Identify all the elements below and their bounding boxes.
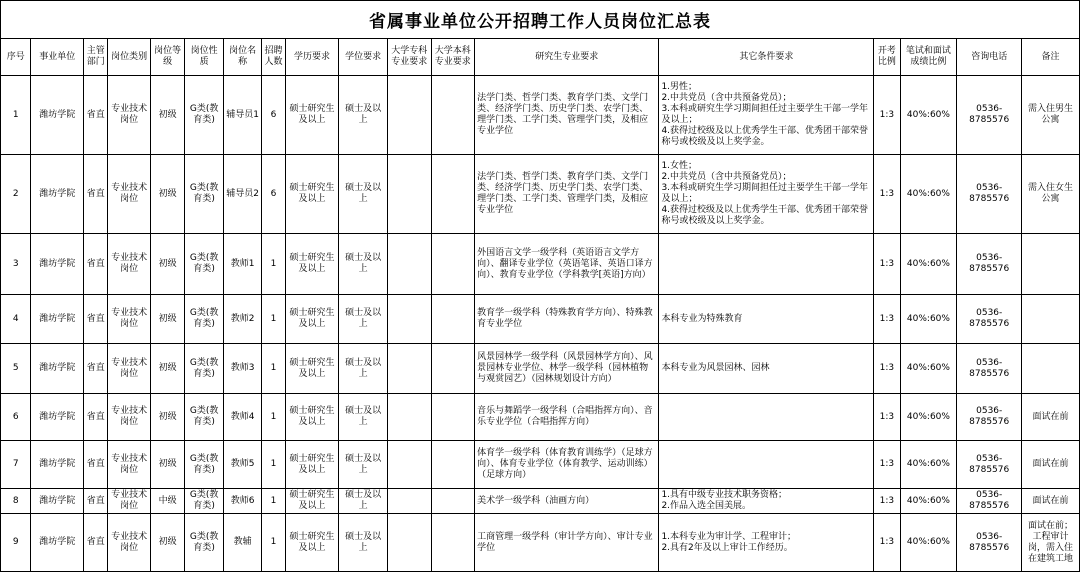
cell-nature: G类(教育类) [185, 234, 223, 295]
cell-score: 40%:60% [900, 295, 957, 344]
cell-degree: 硕士及以上 [339, 489, 388, 514]
cell-score: 40%:60% [900, 514, 957, 572]
cell-dept: 省直 [84, 514, 108, 572]
cell-undergrad [431, 76, 475, 155]
cell-note [1022, 344, 1080, 394]
cell-edu: 硕士研究生及以上 [285, 344, 339, 394]
cell-nature: G类(教育类) [185, 155, 223, 234]
cell-phone: 0536-8785576 [957, 234, 1022, 295]
cell-name: 教师5 [223, 441, 261, 489]
cell-degree: 硕士及以上 [339, 76, 388, 155]
cell-edu: 硕士研究生及以上 [285, 76, 339, 155]
cell-score: 40%:60% [900, 394, 957, 441]
cell-level: 初级 [150, 441, 184, 489]
cell-edu: 硕士研究生及以上 [285, 489, 339, 514]
cell-name: 辅导员1 [223, 76, 261, 155]
column-header: 学历要求 [285, 39, 339, 76]
cell-nature: G类(教育类) [185, 489, 223, 514]
cell-name: 教师3 [223, 344, 261, 394]
cell-undergrad [431, 155, 475, 234]
cell-name: 教师2 [223, 295, 261, 344]
cell-no: 5 [1, 344, 31, 394]
column-header: 岗位性质 [185, 39, 223, 76]
cell-category: 专业技术岗位 [108, 234, 151, 295]
cell-other: 本科专业为风景园林、园林 [659, 344, 874, 394]
cell-other [659, 234, 874, 295]
cell-phone: 0536-8785576 [957, 155, 1022, 234]
cell-junior [387, 76, 431, 155]
column-header: 岗位等级 [150, 39, 184, 76]
column-header: 研究生专业要求 [475, 39, 659, 76]
table-row [1, 295, 1080, 344]
cell-count: 1 [262, 489, 285, 514]
cell-ratio: 1:3 [874, 514, 900, 572]
cell-no: 7 [1, 441, 31, 489]
cell-note: 面试在前 [1022, 489, 1080, 514]
cell-undergrad [431, 234, 475, 295]
cell-edu: 硕士研究生及以上 [285, 295, 339, 344]
cell-phone: 0536-8785576 [957, 394, 1022, 441]
cell-nature: G类(教育类) [185, 76, 223, 155]
cell-level: 初级 [150, 295, 184, 344]
cell-junior [387, 295, 431, 344]
column-header: 笔试和面试成绩比例 [900, 39, 957, 76]
cell-score: 40%:60% [900, 76, 957, 155]
cell-edu: 硕士研究生及以上 [285, 155, 339, 234]
cell-grad: 美术学一级学科（油画方向） [475, 489, 659, 514]
cell-phone: 0536-8785576 [957, 514, 1022, 572]
cell-nature: G类(教育类) [185, 344, 223, 394]
cell-junior [387, 344, 431, 394]
cell-dept: 省直 [84, 489, 108, 514]
cell-name: 辅导员2 [223, 155, 261, 234]
cell-phone: 0536-8785576 [957, 76, 1022, 155]
column-header: 备注 [1022, 39, 1080, 76]
cell-count: 1 [262, 394, 285, 441]
table-row [1, 76, 1080, 155]
column-header: 其它条件要求 [659, 39, 874, 76]
cell-no: 3 [1, 234, 31, 295]
cell-level: 初级 [150, 234, 184, 295]
cell-dept: 省直 [84, 344, 108, 394]
cell-note: 面试在前 [1022, 394, 1080, 441]
cell-score: 40%:60% [900, 441, 957, 489]
cell-dept: 省直 [84, 76, 108, 155]
cell-ratio: 1:3 [874, 76, 900, 155]
table-row [1, 344, 1080, 394]
cell-category: 专业技术岗位 [108, 394, 151, 441]
cell-ratio: 1:3 [874, 155, 900, 234]
cell-ratio: 1:3 [874, 489, 900, 514]
cell-grad: 风景园林学一级学科（风景园林学方向）、风景园林专业学位、林学一级学科（园林植物与观赏园艺）（园林规划设计方向） [475, 344, 659, 394]
cell-score: 40%:60% [900, 155, 957, 234]
cell-unit: 潍坊学院 [31, 394, 84, 441]
cell-dept: 省直 [84, 394, 108, 441]
cell-name: 教辅 [223, 514, 261, 572]
cell-name: 教师1 [223, 234, 261, 295]
cell-nature: G类(教育类) [185, 295, 223, 344]
cell-phone: 0536-8785576 [957, 441, 1022, 489]
cell-no: 9 [1, 514, 31, 572]
table-row [1, 234, 1080, 295]
table-body [1, 76, 1080, 572]
cell-ratio: 1:3 [874, 234, 900, 295]
table-row [1, 441, 1080, 489]
table-row [1, 394, 1080, 441]
cell-note: 面试在前 [1022, 441, 1080, 489]
cell-junior [387, 489, 431, 514]
cell-dept: 省直 [84, 295, 108, 344]
cell-score: 40%:60% [900, 344, 957, 394]
column-header: 事业单位 [31, 39, 84, 76]
cell-edu: 硕士研究生及以上 [285, 234, 339, 295]
cell-ratio: 1:3 [874, 344, 900, 394]
cell-undergrad [431, 489, 475, 514]
cell-degree: 硕士及以上 [339, 344, 388, 394]
cell-name: 教师4 [223, 394, 261, 441]
cell-ratio: 1:3 [874, 295, 900, 344]
cell-edu: 硕士研究生及以上 [285, 514, 339, 572]
column-header: 开考比例 [874, 39, 900, 76]
column-header: 大学本科专业要求 [431, 39, 475, 76]
cell-category: 专业技术岗位 [108, 514, 151, 572]
cell-no: 2 [1, 155, 31, 234]
column-header: 岗位名称 [223, 39, 261, 76]
cell-undergrad [431, 394, 475, 441]
cell-unit: 潍坊学院 [31, 234, 84, 295]
cell-unit: 潍坊学院 [31, 344, 84, 394]
cell-count: 1 [262, 295, 285, 344]
cell-grad: 外国语言文学一级学科（英语语言文学方向）、翻译专业学位（英语笔译、英语口译方向）、教育专业学位（学科教学[英语]方向） [475, 234, 659, 295]
cell-grad: 法学门类、哲学门类、教育学门类、文学门类、经济学门类、历史学门类、农学门类、理学门类、工学门类、管理学门类，及相应专业学位 [475, 155, 659, 234]
cell-grad: 体育学一级学科（体育教育训练学）（足球方向）、体育专业学位（体育教学、运动训练）（足球方向） [475, 441, 659, 489]
cell-other [659, 394, 874, 441]
cell-grad: 法学门类、哲学门类、教育学门类、文学门类、经济学门类、历史学门类、农学门类、理学门类、工学门类、管理学门类，及相应专业学位 [475, 76, 659, 155]
cell-unit: 潍坊学院 [31, 295, 84, 344]
cell-dept: 省直 [84, 155, 108, 234]
cell-junior [387, 234, 431, 295]
column-header: 咨询电话 [957, 39, 1022, 76]
column-header: 大学专科专业要求 [387, 39, 431, 76]
cell-category: 专业技术岗位 [108, 155, 151, 234]
cell-degree: 硕士及以上 [339, 394, 388, 441]
cell-phone: 0536-8785576 [957, 295, 1022, 344]
cell-degree: 硕士及以上 [339, 295, 388, 344]
cell-junior [387, 155, 431, 234]
table-row [1, 489, 1080, 514]
cell-no: 8 [1, 489, 31, 514]
cell-other: 1.女性； 2.中共党员（含中共预备党员）； 3.本科或研究生学习期间担任过主要学生干部一学年及以上； 4.获得过校级及以上优秀学生干部、优秀团干部荣誉称号或校级及以上奖学金。 [659, 155, 874, 234]
cell-other: 1.本科专业为审计学、工程审计； 2.具有2年及以上审计工作经历。 [659, 514, 874, 572]
cell-note [1022, 234, 1080, 295]
cell-dept: 省直 [84, 441, 108, 489]
cell-no: 6 [1, 394, 31, 441]
table-row [1, 155, 1080, 234]
cell-category: 专业技术岗位 [108, 76, 151, 155]
cell-phone: 0536-8785576 [957, 489, 1022, 514]
cell-undergrad [431, 295, 475, 344]
cell-nature: G类(教育类) [185, 394, 223, 441]
cell-level: 初级 [150, 76, 184, 155]
cell-count: 1 [262, 344, 285, 394]
cell-degree: 硕士及以上 [339, 514, 388, 572]
cell-edu: 硕士研究生及以上 [285, 394, 339, 441]
cell-unit: 潍坊学院 [31, 489, 84, 514]
cell-note [1022, 295, 1080, 344]
cell-phone: 0536-8785576 [957, 344, 1022, 394]
cell-junior [387, 441, 431, 489]
cell-score: 40%:60% [900, 234, 957, 295]
cell-other: 1.具有中级专业技术职务资格； 2.作品入选全国美展。 [659, 489, 874, 514]
cell-category: 专业技术岗位 [108, 295, 151, 344]
cell-dept: 省直 [84, 234, 108, 295]
header-row [1, 39, 1080, 76]
table-row [1, 514, 1080, 572]
cell-other: 1.男性； 2.中共党员（含中共预备党员）； 3.本科或研究生学习期间担任过主要学生干部一学年及以上； 4.获得过校级及以上优秀学生干部、优秀团干部荣誉称号或校级及以上奖学金。 [659, 76, 874, 155]
cell-count: 1 [262, 514, 285, 572]
cell-count: 6 [262, 155, 285, 234]
cell-grad: 音乐与舞蹈学一级学科（合唱指挥方向）、音乐专业学位（合唱指挥方向） [475, 394, 659, 441]
cell-nature: G类(教育类) [185, 514, 223, 572]
cell-level: 初级 [150, 394, 184, 441]
cell-count: 1 [262, 441, 285, 489]
cell-other: 本科专业为特殊教育 [659, 295, 874, 344]
cell-unit: 潍坊学院 [31, 514, 84, 572]
cell-nature: G类(教育类) [185, 441, 223, 489]
cell-name: 教师6 [223, 489, 261, 514]
cell-degree: 硕士及以上 [339, 234, 388, 295]
cell-note: 面试在前；工程审计岗，需入住在建筑工地 [1022, 514, 1080, 572]
cell-level: 初级 [150, 514, 184, 572]
cell-unit: 潍坊学院 [31, 76, 84, 155]
cell-grad: 教育学一级学科（特殊教育学方向）、特殊教育专业学位 [475, 295, 659, 344]
cell-no: 4 [1, 295, 31, 344]
cell-note: 需入住女生公寓 [1022, 155, 1080, 234]
cell-other [659, 441, 874, 489]
cell-level: 初级 [150, 155, 184, 234]
cell-category: 专业技术岗位 [108, 489, 151, 514]
cell-undergrad [431, 344, 475, 394]
cell-junior [387, 514, 431, 572]
column-header: 学位要求 [339, 39, 388, 76]
page-title: 省属事业单位公开招聘工作人员岗位汇总表 [0, 0, 1080, 38]
job-table [0, 38, 1080, 572]
cell-level: 中级 [150, 489, 184, 514]
cell-count: 1 [262, 234, 285, 295]
cell-grad: 工商管理一级学科（审计学方向）、审计专业学位 [475, 514, 659, 572]
cell-unit: 潍坊学院 [31, 441, 84, 489]
cell-ratio: 1:3 [874, 441, 900, 489]
cell-undergrad [431, 514, 475, 572]
cell-score: 40%:60% [900, 489, 957, 514]
cell-category: 专业技术岗位 [108, 441, 151, 489]
cell-note: 需入住男生公寓 [1022, 76, 1080, 155]
cell-count: 6 [262, 76, 285, 155]
cell-degree: 硕士及以上 [339, 441, 388, 489]
cell-ratio: 1:3 [874, 394, 900, 441]
column-header: 招聘人数 [262, 39, 285, 76]
column-header: 主管部门 [84, 39, 108, 76]
cell-junior [387, 394, 431, 441]
column-header: 岗位类别 [108, 39, 151, 76]
cell-undergrad [431, 441, 475, 489]
cell-unit: 潍坊学院 [31, 155, 84, 234]
cell-degree: 硕士及以上 [339, 155, 388, 234]
cell-level: 初级 [150, 344, 184, 394]
column-header: 序号 [1, 39, 31, 76]
cell-no: 1 [1, 76, 31, 155]
cell-category: 专业技术岗位 [108, 344, 151, 394]
cell-edu: 硕士研究生及以上 [285, 441, 339, 489]
